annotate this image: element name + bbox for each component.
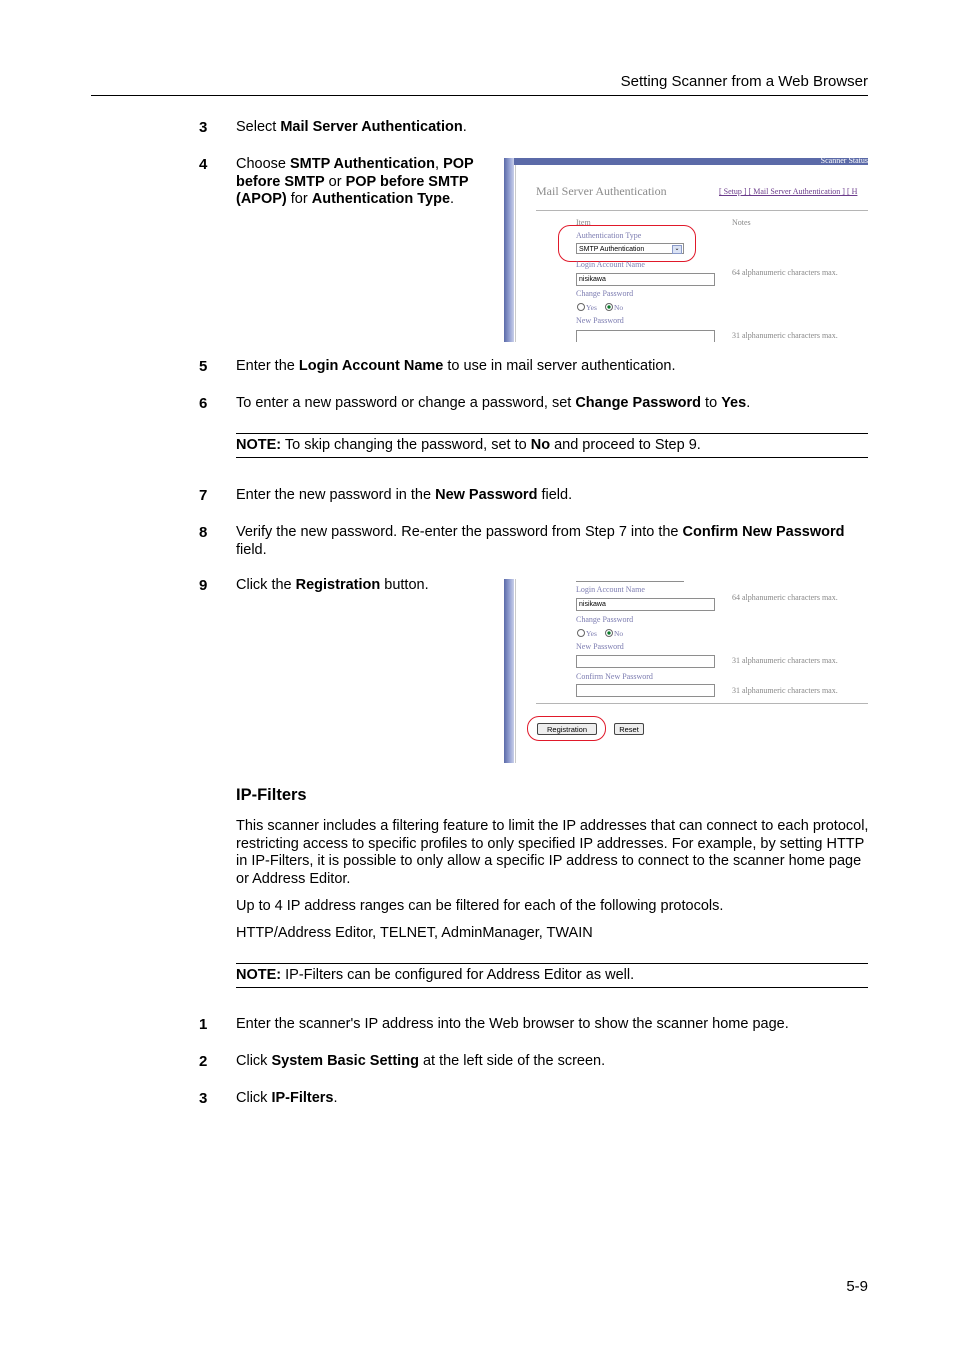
paragraph: This scanner includes a filtering feature to limit the IP addresses that can connect to each protocol, restricting access to specific profiles to only specified IP addresses. For example, by setting HTTP in IP-Filters, it is possible to only allow a specific IP address to connect to the scanner home page or Address Editor. — [236, 818, 869, 887]
radio-no-label: No — [614, 629, 624, 638]
divider — [536, 210, 868, 211]
login-name-input[interactable]: nisikawa — [576, 273, 715, 286]
step-number: 1 — [199, 1016, 208, 1033]
screenshot-topbar — [514, 158, 868, 165]
mail-server-auth-screenshot — [504, 158, 868, 342]
step-text: To enter a new password or change a password, set Change Password to Yes. — [236, 395, 751, 411]
highlight-circle — [527, 716, 606, 741]
step-text: Verify the new password. Re-enter the password from Step 7 into the Confirm New Password field. — [236, 524, 845, 558]
highlight-circle — [558, 225, 696, 262]
step-text: Click the Registration button. — [236, 577, 429, 593]
radio-no[interactable] — [605, 303, 623, 312]
login-name-label: Login Account Name — [576, 260, 645, 269]
new-password-input[interactable] — [576, 655, 715, 668]
step-number: 5 — [199, 358, 208, 375]
scanner-status-label: Scanner Status — [820, 158, 868, 165]
login-name-label: Login Account Name — [576, 585, 645, 594]
step-text: Choose SMTP Authentication, POP before SMTP or POP before SMTP (APOP) for Authentication Type. — [236, 156, 474, 207]
change-password-label: Change Password — [576, 289, 634, 298]
screenshot-sidebar — [504, 579, 514, 763]
step-text: Click IP-Filters. — [236, 1090, 338, 1106]
login-name-note: 64 alphanumeric characters max. — [732, 268, 838, 277]
note-label: NOTE: — [236, 967, 282, 983]
step-number: 3 — [199, 1090, 208, 1107]
radio-no-label: No — [614, 303, 624, 312]
new-password-label: New Password — [576, 642, 624, 651]
radio-yes-label: Yes — [586, 629, 597, 638]
radio-yes[interactable] — [577, 629, 597, 638]
change-password-label: Change Password — [576, 615, 634, 624]
new-password-note: 31 alphanumeric characters max. — [732, 656, 838, 665]
step-text: Enter the scanner's IP address into the Web browser to show the scanner home page. — [236, 1016, 789, 1032]
note-box: NOTE: IP-Filters can be configured for Address Editor as well. — [236, 963, 868, 988]
chevron-down-icon: ⌄ — [672, 245, 682, 254]
confirm-password-input[interactable] — [576, 684, 715, 697]
auth-type-value: SMTP Authentication — [579, 246, 645, 253]
paragraph: Up to 4 IP address ranges can be filtered for each of the following protocols. — [236, 898, 724, 914]
radio-on-icon — [605, 629, 613, 637]
login-name-note: 64 alphanumeric characters max. — [732, 593, 838, 602]
new-password-input[interactable] — [576, 330, 715, 342]
step-text: Select Mail Server Authentication. — [236, 119, 467, 135]
step-number: 9 — [199, 577, 208, 594]
radio-no[interactable] — [605, 629, 623, 638]
step-text: Enter the new password in the New Password field. — [236, 487, 573, 503]
registration-screenshot — [504, 579, 868, 763]
paragraph: HTTP/Address Editor, TELNET, AdminManager, TWAIN — [236, 925, 593, 941]
col-notes-header: Notes — [732, 218, 751, 227]
note-label: NOTE: — [236, 437, 282, 453]
col-item-header: Item — [576, 218, 591, 227]
step-number: 3 — [199, 119, 208, 136]
step-text: Enter the Login Account Name to use in mail server authentication. — [236, 358, 676, 374]
radio-off-icon — [577, 629, 585, 637]
reset-button[interactable]: Reset — [614, 723, 644, 735]
step-number: 7 — [199, 487, 208, 504]
registration-button[interactable]: Registration — [537, 723, 597, 735]
step-number: 8 — [199, 524, 208, 541]
section-heading: IP-Filters — [236, 786, 307, 804]
step-number: 4 — [199, 156, 208, 173]
divider — [536, 703, 868, 704]
radio-on-icon — [605, 303, 613, 311]
new-password-note: 31 alphanumeric characters max. — [732, 331, 838, 340]
step-number: 6 — [199, 395, 208, 412]
confirm-password-label: Confirm New Password — [576, 672, 653, 681]
page-number: 5-9 — [846, 1278, 868, 1295]
step-number: 2 — [199, 1053, 208, 1070]
running-header: Setting Scanner from a Web Browser — [620, 73, 868, 90]
header-rule — [91, 95, 868, 96]
confirm-password-note: 31 alphanumeric characters max. — [732, 686, 838, 695]
note-box: NOTE: To skip changing the password, set to No and proceed to Step 9. — [236, 433, 868, 458]
radio-off-icon — [577, 303, 585, 311]
new-password-label: New Password — [576, 316, 624, 325]
login-name-input[interactable]: nisikawa — [576, 598, 715, 611]
breadcrumb[interactable]: [ Setup ] [ Mail Server Authentication ] [ H — [719, 187, 858, 196]
radio-yes[interactable] — [577, 303, 597, 312]
step-text: Click System Basic Setting at the left side of the screen. — [236, 1053, 606, 1069]
screenshot-sidebar — [504, 158, 514, 342]
radio-yes-label: Yes — [586, 303, 597, 312]
screenshot-title: Mail Server Authentication — [536, 184, 667, 198]
auth-type-label: Authentication Type — [576, 231, 642, 240]
